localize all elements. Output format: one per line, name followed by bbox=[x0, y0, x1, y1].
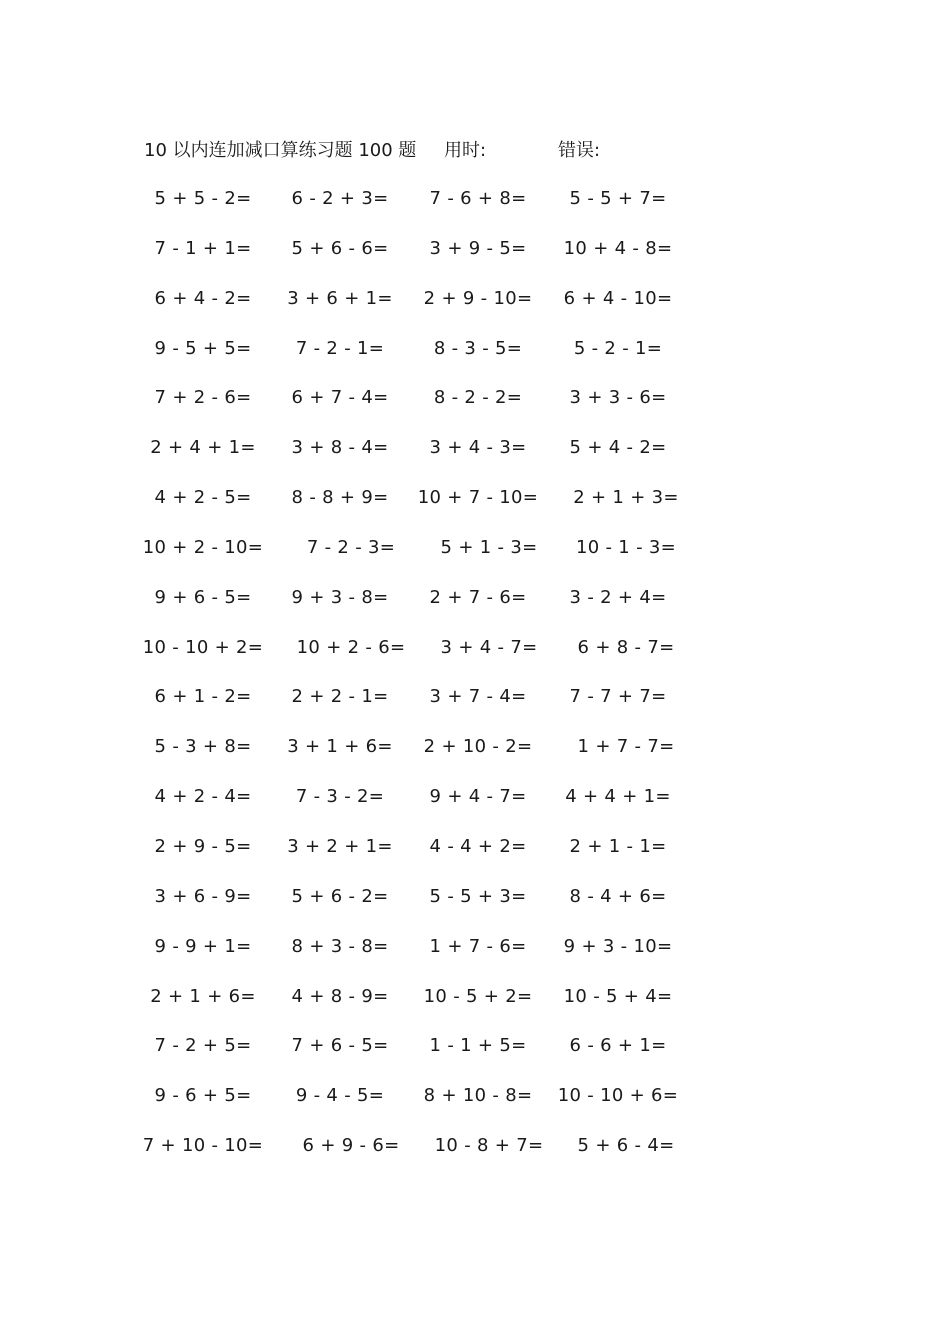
problem-item: 9 - 5 + 5= bbox=[154, 337, 252, 359]
problem-row bbox=[0, 684, 950, 734]
problem-row bbox=[0, 585, 950, 635]
problem-item: 6 + 7 - 4= bbox=[291, 387, 389, 409]
problem-item: 1 - 1 + 5= bbox=[429, 1035, 527, 1057]
problem-item: 7 - 1 + 1= bbox=[154, 237, 252, 259]
problem-item: 3 + 6 - 9= bbox=[154, 885, 252, 907]
problem-item: 3 + 3 - 6= bbox=[569, 387, 667, 409]
problem-item: 5 + 6 - 6= bbox=[291, 237, 389, 259]
problem-row bbox=[0, 286, 950, 336]
problem-item: 6 + 1 - 2= bbox=[154, 686, 252, 708]
problem-item: 9 - 4 - 5= bbox=[295, 1085, 385, 1107]
problem-item: 7 - 2 - 3= bbox=[306, 536, 396, 558]
problem-row bbox=[0, 385, 950, 435]
problem-item: 10 - 10 + 2= bbox=[142, 636, 264, 658]
problem-item: 10 - 8 + 7= bbox=[434, 1135, 544, 1157]
problem-item: 3 + 7 - 4= bbox=[429, 686, 527, 708]
problem-item: 7 + 10 - 10= bbox=[142, 1135, 264, 1157]
problem-item: 5 - 3 + 8= bbox=[154, 736, 252, 758]
problem-row bbox=[0, 934, 950, 984]
problem-item: 8 - 2 - 2= bbox=[433, 387, 523, 409]
problem-item: 5 - 2 - 1= bbox=[573, 337, 663, 359]
problem-row bbox=[0, 485, 950, 535]
problem-grid bbox=[0, 186, 950, 1183]
problem-item: 6 - 2 + 3= bbox=[291, 188, 389, 209]
problem-item: 6 + 4 - 10= bbox=[563, 287, 673, 309]
problem-item: 5 + 6 - 4= bbox=[577, 1135, 675, 1157]
problem-item: 3 + 1 + 6= bbox=[287, 736, 393, 758]
problem-row bbox=[0, 734, 950, 784]
problem-item: 5 + 6 - 2= bbox=[291, 885, 389, 907]
problem-item: 3 + 8 - 4= bbox=[291, 437, 389, 459]
problem-item: 5 + 4 - 2= bbox=[569, 437, 667, 459]
problem-row bbox=[0, 884, 950, 934]
problem-row bbox=[0, 1133, 950, 1183]
problem-item: 10 - 5 + 4= bbox=[563, 985, 673, 1007]
problem-item: 4 + 8 - 9= bbox=[291, 985, 389, 1007]
problem-item: 9 + 6 - 5= bbox=[154, 586, 252, 608]
problem-item: 7 - 2 + 5= bbox=[154, 1035, 252, 1057]
problem-item: 6 + 8 - 7= bbox=[577, 636, 675, 658]
problem-row bbox=[0, 1083, 950, 1133]
problem-item: 6 + 4 - 2= bbox=[154, 287, 252, 309]
problem-item: 10 + 4 - 8= bbox=[563, 237, 673, 259]
problem-item: 8 + 3 - 8= bbox=[291, 935, 389, 957]
problem-item: 6 + 9 - 6= bbox=[302, 1135, 400, 1157]
problem-item: 2 + 7 - 6= bbox=[429, 586, 527, 608]
problem-row bbox=[0, 635, 950, 685]
problem-item: 7 - 2 - 1= bbox=[295, 337, 385, 359]
problem-item: 5 - 5 + 3= bbox=[429, 885, 527, 907]
time-used-label: 用时: bbox=[444, 140, 487, 161]
problem-item: 1 + 7 - 7= bbox=[577, 736, 675, 758]
problem-item: 10 + 2 - 10= bbox=[142, 536, 264, 558]
problem-item: 5 + 5 - 2= bbox=[154, 188, 252, 209]
problem-item: 3 + 9 - 5= bbox=[429, 237, 527, 259]
problem-row bbox=[0, 435, 950, 485]
problem-item: 5 + 1 - 3= bbox=[440, 536, 538, 558]
problem-item: 2 + 9 - 5= bbox=[154, 835, 252, 857]
problem-row bbox=[0, 336, 950, 386]
problem-item: 2 + 4 + 1= bbox=[150, 437, 256, 459]
problem-item: 10 - 1 - 3= bbox=[575, 536, 677, 558]
problem-row bbox=[0, 186, 950, 236]
problem-item: 10 + 2 - 6= bbox=[296, 636, 406, 658]
problem-item: 2 + 9 - 10= bbox=[423, 287, 533, 309]
problem-item: 8 + 10 - 8= bbox=[423, 1085, 533, 1107]
problem-item: 8 - 8 + 9= bbox=[291, 487, 389, 509]
problem-item: 3 + 6 + 1= bbox=[287, 287, 393, 309]
problem-item: 9 + 3 - 8= bbox=[291, 586, 389, 608]
problem-item: 7 - 6 + 8= bbox=[429, 188, 527, 209]
problem-item: 4 - 4 + 2= bbox=[429, 835, 527, 857]
problem-item: 7 + 2 - 6= bbox=[154, 387, 252, 409]
problem-item: 10 - 5 + 2= bbox=[423, 985, 533, 1007]
problem-item: 8 - 4 + 6= bbox=[569, 885, 667, 907]
problem-item: 3 + 4 - 3= bbox=[429, 437, 527, 459]
problem-item: 5 - 5 + 7= bbox=[569, 188, 667, 209]
problem-item: 10 - 10 + 6= bbox=[557, 1085, 679, 1107]
problem-item: 7 + 6 - 5= bbox=[291, 1035, 389, 1057]
problem-item: 2 + 1 + 6= bbox=[150, 985, 256, 1007]
problem-item: 2 + 1 + 3= bbox=[573, 487, 679, 509]
problem-item: 6 - 6 + 1= bbox=[569, 1035, 667, 1057]
problem-item: 9 + 3 - 10= bbox=[563, 935, 673, 957]
problem-item: 4 + 2 - 4= bbox=[154, 786, 252, 808]
worksheet-title: 10 以内连加减口算练习题 100 题 bbox=[144, 140, 417, 161]
problem-item: 9 - 9 + 1= bbox=[154, 935, 252, 957]
problem-item: 7 - 3 - 2= bbox=[295, 786, 385, 808]
problem-item: 1 + 7 - 6= bbox=[429, 935, 527, 957]
problem-item: 4 + 2 - 5= bbox=[154, 487, 252, 509]
problem-row bbox=[0, 236, 950, 286]
problem-item: 4 + 4 + 1= bbox=[565, 786, 671, 808]
problem-row bbox=[0, 834, 950, 884]
problem-row bbox=[0, 535, 950, 585]
problem-item: 2 + 10 - 2= bbox=[423, 736, 533, 758]
problem-item: 9 - 6 + 5= bbox=[154, 1085, 252, 1107]
problem-item: 2 + 1 - 1= bbox=[569, 835, 667, 857]
problem-item: 3 + 2 + 1= bbox=[287, 835, 393, 857]
problem-item: 2 + 2 - 1= bbox=[291, 686, 389, 708]
problem-item: 10 + 7 - 10= bbox=[417, 487, 539, 509]
problem-item: 7 - 7 + 7= bbox=[569, 686, 667, 708]
problem-item: 8 - 3 - 5= bbox=[433, 337, 523, 359]
problem-row bbox=[0, 784, 950, 834]
problem-row bbox=[0, 984, 950, 1034]
problem-item: 9 + 4 - 7= bbox=[429, 786, 527, 808]
problem-item: 3 + 4 - 7= bbox=[440, 636, 538, 658]
errors-label: 错误: bbox=[558, 140, 601, 161]
problem-item: 3 - 2 + 4= bbox=[569, 586, 667, 608]
problem-row bbox=[0, 1033, 950, 1083]
